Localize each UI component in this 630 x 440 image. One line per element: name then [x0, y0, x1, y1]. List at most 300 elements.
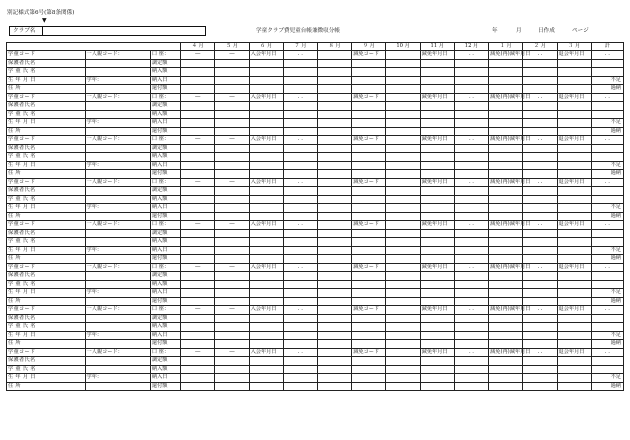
oct-cell[interactable] — [386, 178, 420, 187]
reduction-code[interactable]: 減免コード — [352, 348, 386, 357]
month-amount-cell[interactable] — [489, 119, 523, 128]
grade-field[interactable] — [85, 280, 150, 289]
month-amount-cell[interactable] — [352, 229, 386, 238]
month-amount-cell[interactable] — [181, 212, 215, 221]
month-amount-cell[interactable] — [352, 195, 386, 204]
aug-cell[interactable] — [318, 263, 352, 272]
month-amount-cell[interactable] — [454, 153, 488, 162]
apr-dash[interactable]: ― — [181, 263, 215, 272]
month-amount-cell[interactable] — [557, 365, 591, 374]
month-amount-cell[interactable] — [352, 170, 386, 179]
month-amount-cell[interactable] — [420, 127, 454, 136]
month-amount-cell[interactable] — [386, 229, 420, 238]
month-amount-cell[interactable] — [283, 85, 317, 94]
oct-cell[interactable] — [386, 306, 420, 315]
month-amount-cell[interactable] — [283, 76, 317, 85]
month-amount-cell[interactable] — [352, 280, 386, 289]
month-amount-cell[interactable] — [318, 331, 352, 340]
month-amount-cell[interactable] — [557, 76, 591, 85]
month-amount-cell[interactable] — [420, 323, 454, 332]
total-cell[interactable] — [591, 102, 623, 111]
month-amount-cell[interactable] — [523, 119, 557, 128]
month-amount-cell[interactable] — [318, 170, 352, 179]
month-amount-cell[interactable] — [283, 297, 317, 306]
feb-dots[interactable]: . . — [523, 93, 557, 102]
month-amount-cell[interactable] — [489, 340, 523, 349]
month-amount-cell[interactable] — [215, 323, 249, 332]
month-amount-cell[interactable] — [557, 357, 591, 366]
month-amount-cell[interactable] — [249, 323, 283, 332]
month-amount-cell[interactable] — [283, 314, 317, 323]
grade-field[interactable] — [85, 187, 150, 196]
month-amount-cell[interactable] — [489, 59, 523, 68]
apr-dash[interactable]: ― — [181, 93, 215, 102]
grade-field[interactable] — [85, 110, 150, 119]
month-amount-cell[interactable] — [181, 144, 215, 153]
month-amount-cell[interactable] — [557, 246, 591, 255]
month-amount-cell[interactable] — [523, 229, 557, 238]
re-reduction-date[interactable]: 減免(再)減年月日 — [490, 93, 531, 100]
month-amount-cell[interactable] — [386, 272, 420, 281]
month-amount-cell[interactable] — [454, 280, 488, 289]
aug-cell[interactable] — [318, 348, 352, 357]
aug-cell[interactable] — [318, 136, 352, 145]
month-amount-cell[interactable] — [489, 153, 523, 162]
month-amount-cell[interactable] — [386, 144, 420, 153]
month-amount-cell[interactable] — [523, 144, 557, 153]
month-amount-cell[interactable] — [386, 374, 420, 383]
month-amount-cell[interactable] — [454, 76, 488, 85]
may-dash[interactable]: ― — [215, 136, 249, 145]
month-amount-cell[interactable] — [215, 280, 249, 289]
total-cell[interactable] — [591, 238, 623, 247]
feb-dots[interactable]: . . — [523, 348, 557, 357]
month-amount-cell[interactable] — [420, 280, 454, 289]
month-amount-cell[interactable] — [215, 357, 249, 366]
month-amount-cell[interactable] — [181, 187, 215, 196]
month-amount-cell[interactable] — [249, 255, 283, 264]
total-dots[interactable]: . . — [591, 306, 623, 315]
oct-cell[interactable] — [386, 263, 420, 272]
grade-field[interactable] — [85, 68, 150, 77]
month-amount-cell[interactable] — [215, 289, 249, 298]
month-amount-cell[interactable] — [489, 382, 523, 391]
month-amount-cell[interactable] — [420, 365, 454, 374]
month-amount-cell[interactable] — [181, 119, 215, 128]
family-code-field[interactable]: 一人親コード： — [85, 221, 150, 230]
jun-dots[interactable]: . . — [283, 263, 317, 272]
total-cell[interactable] — [591, 272, 623, 281]
reduction-code[interactable]: 減免コード — [352, 51, 386, 60]
month-amount-cell[interactable] — [489, 110, 523, 119]
month-amount-cell[interactable] — [215, 374, 249, 383]
total-cell[interactable] — [591, 153, 623, 162]
month-amount-cell[interactable] — [318, 59, 352, 68]
month-amount-cell[interactable] — [557, 110, 591, 119]
month-amount-cell[interactable] — [489, 161, 523, 170]
feb-dots[interactable]: . . — [523, 306, 557, 315]
month-amount-cell[interactable] — [454, 85, 488, 94]
month-amount-cell[interactable] — [523, 59, 557, 68]
month-amount-cell[interactable] — [420, 340, 454, 349]
month-amount-cell[interactable] — [454, 314, 488, 323]
month-amount-cell[interactable] — [489, 204, 523, 213]
month-amount-cell[interactable] — [318, 102, 352, 111]
month-amount-cell[interactable] — [318, 161, 352, 170]
family-code-field[interactable]: 一人親コード： — [85, 263, 150, 272]
month-amount-cell[interactable] — [386, 331, 420, 340]
month-amount-cell[interactable] — [420, 153, 454, 162]
month-amount-cell[interactable] — [181, 238, 215, 247]
month-amount-cell[interactable] — [181, 127, 215, 136]
jun-dots[interactable]: . . — [283, 221, 317, 230]
month-amount-cell[interactable] — [489, 187, 523, 196]
month-amount-cell[interactable] — [215, 187, 249, 196]
month-amount-cell[interactable] — [454, 272, 488, 281]
month-amount-cell[interactable] — [215, 59, 249, 68]
month-amount-cell[interactable] — [352, 127, 386, 136]
month-amount-cell[interactable] — [352, 187, 386, 196]
month-amount-cell[interactable] — [386, 187, 420, 196]
month-amount-cell[interactable] — [352, 68, 386, 77]
total-dots[interactable]: . . — [591, 348, 623, 357]
re-reduction-date[interactable]: 減免(再)減年月日 — [490, 306, 531, 313]
jun-dots[interactable]: . . — [283, 93, 317, 102]
reduction-date[interactable]: 減免年月日 — [420, 93, 454, 102]
month-amount-cell[interactable] — [386, 204, 420, 213]
month-amount-cell[interactable] — [249, 119, 283, 128]
total-cell[interactable] — [591, 68, 623, 77]
month-amount-cell[interactable] — [386, 85, 420, 94]
month-amount-cell[interactable] — [283, 289, 317, 298]
may-dash[interactable]: ― — [215, 306, 249, 315]
month-amount-cell[interactable] — [249, 340, 283, 349]
month-amount-cell[interactable] — [215, 76, 249, 85]
month-amount-cell[interactable] — [249, 153, 283, 162]
month-amount-cell[interactable] — [352, 204, 386, 213]
month-amount-cell[interactable] — [249, 127, 283, 136]
month-amount-cell[interactable] — [420, 119, 454, 128]
month-amount-cell[interactable] — [454, 110, 488, 119]
month-amount-cell[interactable] — [489, 195, 523, 204]
join-date[interactable]: 入会年月日 — [249, 178, 283, 187]
month-amount-cell[interactable] — [215, 272, 249, 281]
grade-field[interactable] — [85, 170, 150, 179]
month-amount-cell[interactable] — [318, 314, 352, 323]
month-amount-cell[interactable] — [420, 212, 454, 221]
reduction-code[interactable]: 減免コード — [352, 136, 386, 145]
month-amount-cell[interactable] — [420, 255, 454, 264]
month-amount-cell[interactable] — [386, 280, 420, 289]
join-date[interactable]: 入会年月日 — [249, 93, 283, 102]
month-amount-cell[interactable] — [420, 59, 454, 68]
month-amount-cell[interactable] — [215, 255, 249, 264]
feb-dots[interactable]: . . — [523, 221, 557, 230]
total-cell[interactable] — [591, 59, 623, 68]
month-amount-cell[interactable] — [283, 204, 317, 213]
reduction-date[interactable]: 減免年月日 — [420, 178, 454, 187]
month-amount-cell[interactable] — [283, 340, 317, 349]
month-amount-cell[interactable] — [181, 289, 215, 298]
month-amount-cell[interactable] — [283, 212, 317, 221]
family-code-field[interactable]: 一人親コード： — [85, 178, 150, 187]
month-amount-cell[interactable] — [557, 297, 591, 306]
month-amount-cell[interactable] — [181, 59, 215, 68]
month-amount-cell[interactable] — [386, 246, 420, 255]
month-amount-cell[interactable] — [283, 382, 317, 391]
total-cell[interactable] — [591, 357, 623, 366]
month-amount-cell[interactable] — [181, 365, 215, 374]
month-amount-cell[interactable] — [318, 272, 352, 281]
month-amount-cell[interactable] — [352, 374, 386, 383]
month-amount-cell[interactable] — [489, 102, 523, 111]
month-amount-cell[interactable] — [386, 68, 420, 77]
month-amount-cell[interactable] — [557, 331, 591, 340]
month-amount-cell[interactable] — [215, 246, 249, 255]
month-amount-cell[interactable] — [489, 323, 523, 332]
dec-dots[interactable]: . . — [454, 348, 488, 357]
month-amount-cell[interactable] — [386, 119, 420, 128]
grade-field[interactable]: 学年： — [85, 76, 150, 85]
family-code-field[interactable]: 一人親コード： — [85, 348, 150, 357]
month-amount-cell[interactable] — [181, 153, 215, 162]
month-amount-cell[interactable] — [181, 85, 215, 94]
may-dash[interactable]: ― — [215, 93, 249, 102]
month-amount-cell[interactable] — [215, 153, 249, 162]
month-amount-cell[interactable] — [557, 289, 591, 298]
month-amount-cell[interactable] — [420, 357, 454, 366]
month-amount-cell[interactable] — [318, 153, 352, 162]
dec-dots[interactable]: . . — [454, 51, 488, 60]
month-amount-cell[interactable] — [181, 314, 215, 323]
month-amount-cell[interactable] — [489, 314, 523, 323]
month-amount-cell[interactable] — [557, 280, 591, 289]
month-amount-cell[interactable] — [318, 119, 352, 128]
month-amount-cell[interactable] — [181, 68, 215, 77]
month-amount-cell[interactable] — [352, 161, 386, 170]
month-amount-cell[interactable] — [181, 323, 215, 332]
reduction-date[interactable]: 減免年月日 — [420, 51, 454, 60]
month-amount-cell[interactable] — [181, 331, 215, 340]
month-amount-cell[interactable] — [215, 102, 249, 111]
reduction-date[interactable]: 減免年月日 — [420, 221, 454, 230]
month-amount-cell[interactable] — [386, 212, 420, 221]
month-amount-cell[interactable] — [557, 314, 591, 323]
month-amount-cell[interactable] — [249, 212, 283, 221]
grade-field[interactable] — [85, 153, 150, 162]
month-amount-cell[interactable] — [318, 340, 352, 349]
month-amount-cell[interactable] — [352, 340, 386, 349]
dec-dots[interactable]: . . — [454, 306, 488, 315]
month-amount-cell[interactable] — [454, 238, 488, 247]
grade-field[interactable]: 学年： — [85, 374, 150, 383]
month-amount-cell[interactable] — [489, 255, 523, 264]
month-amount-cell[interactable] — [215, 85, 249, 94]
month-amount-cell[interactable] — [489, 170, 523, 179]
grade-field[interactable] — [85, 238, 150, 247]
month-amount-cell[interactable] — [352, 212, 386, 221]
oct-cell[interactable] — [386, 136, 420, 145]
grade-field[interactable] — [85, 357, 150, 366]
month-amount-cell[interactable] — [318, 229, 352, 238]
aug-cell[interactable] — [318, 306, 352, 315]
total-cell[interactable] — [591, 280, 623, 289]
month-amount-cell[interactable] — [318, 68, 352, 77]
month-amount-cell[interactable] — [557, 374, 591, 383]
month-amount-cell[interactable] — [181, 280, 215, 289]
month-amount-cell[interactable] — [249, 246, 283, 255]
month-amount-cell[interactable] — [557, 153, 591, 162]
grade-field[interactable]: 学年： — [85, 246, 150, 255]
month-amount-cell[interactable] — [489, 374, 523, 383]
month-amount-cell[interactable] — [523, 365, 557, 374]
month-amount-cell[interactable] — [420, 102, 454, 111]
month-amount-cell[interactable] — [249, 102, 283, 111]
month-amount-cell[interactable] — [454, 68, 488, 77]
month-amount-cell[interactable] — [352, 297, 386, 306]
leave-date[interactable]: 退会年月日 — [557, 136, 591, 145]
month-amount-cell[interactable] — [557, 382, 591, 391]
month-amount-cell[interactable] — [523, 68, 557, 77]
month-amount-cell[interactable] — [557, 68, 591, 77]
month-amount-cell[interactable] — [318, 357, 352, 366]
dec-dots[interactable]: . . — [454, 93, 488, 102]
month-amount-cell[interactable] — [215, 127, 249, 136]
grade-field[interactable] — [85, 59, 150, 68]
grade-field[interactable] — [85, 195, 150, 204]
month-amount-cell[interactable] — [283, 110, 317, 119]
may-dash[interactable]: ― — [215, 178, 249, 187]
month-amount-cell[interactable] — [489, 357, 523, 366]
month-amount-cell[interactable] — [523, 289, 557, 298]
month-amount-cell[interactable] — [386, 170, 420, 179]
oct-cell[interactable] — [386, 51, 420, 60]
total-dots[interactable]: . . — [591, 221, 623, 230]
total-dots[interactable]: . . — [591, 51, 623, 60]
month-amount-cell[interactable] — [489, 127, 523, 136]
month-amount-cell[interactable] — [420, 246, 454, 255]
apr-dash[interactable]: ― — [181, 306, 215, 315]
join-date[interactable]: 入会年月日 — [249, 263, 283, 272]
join-date[interactable]: 入会年月日 — [249, 51, 283, 60]
month-amount-cell[interactable] — [386, 161, 420, 170]
month-amount-cell[interactable] — [557, 119, 591, 128]
month-amount-cell[interactable] — [557, 323, 591, 332]
month-amount-cell[interactable] — [523, 280, 557, 289]
month-amount-cell[interactable] — [523, 374, 557, 383]
leave-date[interactable]: 退会年月日 — [557, 306, 591, 315]
month-amount-cell[interactable] — [283, 272, 317, 281]
month-amount-cell[interactable] — [283, 153, 317, 162]
month-amount-cell[interactable] — [557, 255, 591, 264]
reduction-date[interactable]: 減免年月日 — [420, 263, 454, 272]
join-date[interactable]: 入会年月日 — [249, 306, 283, 315]
month-amount-cell[interactable] — [283, 161, 317, 170]
month-amount-cell[interactable] — [454, 357, 488, 366]
apr-dash[interactable]: ― — [181, 348, 215, 357]
month-amount-cell[interactable] — [557, 272, 591, 281]
may-dash[interactable]: ― — [215, 263, 249, 272]
leave-date[interactable]: 退会年月日 — [557, 51, 591, 60]
month-amount-cell[interactable] — [249, 68, 283, 77]
month-amount-cell[interactable] — [523, 195, 557, 204]
month-amount-cell[interactable] — [249, 110, 283, 119]
grade-field[interactable] — [85, 144, 150, 153]
month-amount-cell[interactable] — [523, 170, 557, 179]
month-amount-cell[interactable] — [454, 161, 488, 170]
month-amount-cell[interactable] — [318, 255, 352, 264]
month-amount-cell[interactable] — [557, 144, 591, 153]
apr-dash[interactable]: ― — [181, 51, 215, 60]
month-amount-cell[interactable] — [523, 323, 557, 332]
family-code-field[interactable]: 一人親コード： — [85, 136, 150, 145]
month-amount-cell[interactable] — [215, 170, 249, 179]
grade-field[interactable] — [85, 229, 150, 238]
month-amount-cell[interactable] — [352, 289, 386, 298]
month-amount-cell[interactable] — [523, 127, 557, 136]
month-amount-cell[interactable] — [386, 110, 420, 119]
month-amount-cell[interactable] — [249, 238, 283, 247]
month-amount-cell[interactable] — [523, 255, 557, 264]
month-amount-cell[interactable] — [386, 255, 420, 264]
feb-dots[interactable]: . . — [523, 263, 557, 272]
month-amount-cell[interactable] — [489, 68, 523, 77]
reduction-code[interactable]: 減免コード — [352, 221, 386, 230]
join-date[interactable]: 入会年月日 — [249, 221, 283, 230]
may-dash[interactable]: ― — [215, 348, 249, 357]
month-amount-cell[interactable] — [215, 204, 249, 213]
month-amount-cell[interactable] — [420, 374, 454, 383]
grade-field[interactable] — [85, 340, 150, 349]
month-amount-cell[interactable] — [249, 297, 283, 306]
aug-cell[interactable] — [318, 178, 352, 187]
may-dash[interactable]: ― — [215, 51, 249, 60]
month-amount-cell[interactable] — [420, 187, 454, 196]
reduction-code[interactable]: 減免コード — [352, 263, 386, 272]
aug-cell[interactable] — [318, 221, 352, 230]
month-amount-cell[interactable] — [420, 229, 454, 238]
month-amount-cell[interactable] — [420, 85, 454, 94]
grade-field[interactable] — [85, 272, 150, 281]
month-amount-cell[interactable] — [420, 68, 454, 77]
total-dots[interactable]: . . — [591, 136, 623, 145]
total-cell[interactable] — [591, 323, 623, 332]
month-amount-cell[interactable] — [489, 246, 523, 255]
month-amount-cell[interactable] — [181, 272, 215, 281]
oct-cell[interactable] — [386, 93, 420, 102]
month-amount-cell[interactable] — [420, 195, 454, 204]
total-dots[interactable]: . . — [591, 178, 623, 187]
dec-dots[interactable]: . . — [454, 178, 488, 187]
month-amount-cell[interactable] — [352, 255, 386, 264]
month-amount-cell[interactable] — [318, 127, 352, 136]
month-amount-cell[interactable] — [420, 272, 454, 281]
month-amount-cell[interactable] — [215, 331, 249, 340]
month-amount-cell[interactable] — [557, 102, 591, 111]
month-amount-cell[interactable] — [420, 314, 454, 323]
month-amount-cell[interactable] — [557, 59, 591, 68]
month-amount-cell[interactable] — [249, 289, 283, 298]
month-amount-cell[interactable] — [352, 314, 386, 323]
month-amount-cell[interactable] — [318, 323, 352, 332]
month-amount-cell[interactable] — [557, 204, 591, 213]
re-reduction-date[interactable]: 減免(再)減年月日 — [490, 348, 531, 355]
month-amount-cell[interactable] — [386, 59, 420, 68]
month-amount-cell[interactable] — [352, 382, 386, 391]
month-amount-cell[interactable] — [523, 382, 557, 391]
month-amount-cell[interactable] — [318, 297, 352, 306]
month-amount-cell[interactable] — [352, 153, 386, 162]
